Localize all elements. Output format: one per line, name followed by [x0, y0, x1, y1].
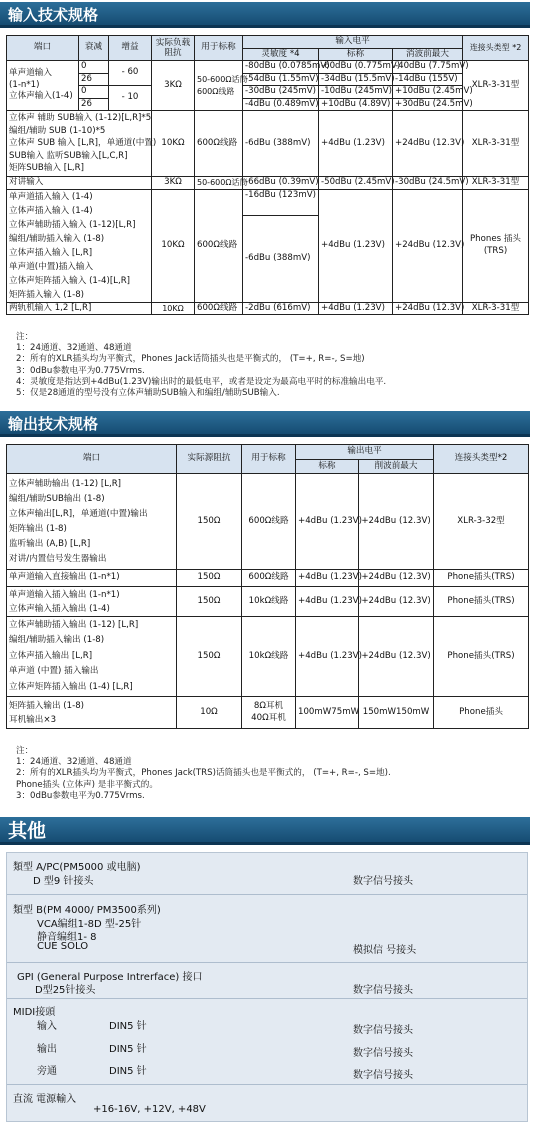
- type-a-signal: 数字信号接头: [353, 876, 413, 887]
- out-row-for: 600Ω线路: [242, 474, 296, 570]
- midi-thru-label: 旁通: [37, 1066, 57, 1077]
- out-row-nom: +4dBu (1.23V): [296, 617, 359, 697]
- out-row-conn: XLR-3-32型: [434, 474, 529, 570]
- midi-out-label: 输出: [37, 1044, 57, 1055]
- type-a-section: [7, 853, 527, 895]
- g5-nom: +4dBu (1.23V): [319, 302, 393, 315]
- midi-title: MIDI接頭: [13, 1007, 56, 1018]
- type-b-section: [7, 895, 527, 963]
- col-conn: 连接头类型 *2: [463, 36, 529, 61]
- type-a-title: 類型 A/PC(PM5000 或电脑): [13, 862, 141, 873]
- dc-value: +16-16V, +12V, +48V: [93, 1104, 206, 1115]
- output-spec-header: 输出技术规格: [0, 411, 530, 437]
- col-clip: 削波前最大: [359, 460, 434, 474]
- dc-section: [7, 1085, 527, 1123]
- other-header: 其他: [0, 817, 530, 845]
- g4-nom: +4dBu (1.23V): [319, 189, 393, 302]
- out-row-port: 单声道输入插入输出 (1-n*1) 立体声输入插入输出 (1-4): [7, 587, 177, 617]
- col-clip: 消波前最大: [393, 48, 463, 61]
- g1-for: 50-600Ω话筒 600Ω线路: [195, 61, 243, 111]
- out-row-conn: Phone插头(TRS): [434, 617, 529, 697]
- out-row-conn: Phone插头(TRS): [434, 570, 529, 587]
- out-row-for: 600Ω线路: [242, 570, 296, 587]
- g1-sens: -54dBu (1.55mV): [243, 73, 319, 86]
- g4-conn: Phones 插头 (TRS): [463, 189, 529, 302]
- g3-load: 3KΩ: [152, 177, 195, 190]
- out-row-port: 单声道输入直接输出 (1-n*1): [7, 570, 177, 587]
- g3-for: 50-600Ω话筒: [195, 177, 243, 190]
- g3-nom: -50dBu (2.45mV): [319, 177, 393, 190]
- col-sens: 灵敏度 *4: [243, 48, 319, 61]
- g3-clip: -30dBu (24.5mV): [393, 177, 463, 190]
- out-row-clip: +24dBu (12.3V): [359, 587, 434, 617]
- g5-conn: XLR-3-31型: [463, 302, 529, 315]
- g4-port: 单声道插入输入 (1-4) 立体声插入输入 (1-4) 立体声辅助插入输入 (1-12)[L,R] 编组/辅助插入输入 (1-8) 立体声插入输入 [L,R] 单声道(中置)插入输入 立体声矩阵插入输入 (1-4)[L,R] 矩阵插入输入 (1-8): [7, 189, 152, 302]
- g1-nom: -34dBu (15.5mV): [319, 73, 393, 86]
- out-row-clip: +24dBu (12.3V): [359, 570, 434, 587]
- type-b-title: 類型 B(PM 4000/ PM3500系列): [13, 905, 161, 916]
- dc-title: 直流 電源輸入: [13, 1094, 77, 1105]
- g4-for: 600Ω线路: [195, 189, 243, 302]
- col-imp: 实际源阻抗: [177, 445, 242, 474]
- out-row-nom: +4dBu (1.23V): [296, 587, 359, 617]
- type-b-line: VCA编组1-8D 型-25针: [37, 919, 142, 930]
- g2-clip: +24dBu (12.3V): [393, 111, 463, 177]
- g2-conn: XLR-3-31型: [463, 111, 529, 177]
- out-row-for: 10kΩ线路: [242, 617, 296, 697]
- g4-sens: -6dBu (388mV): [243, 215, 319, 302]
- out-row-nom: +4dBu (1.23V): [296, 570, 359, 587]
- g5-load: 10KΩ: [152, 302, 195, 315]
- type-b-line: 静音编组1- 8: [37, 932, 97, 943]
- out-row-clip: 150mW150mW: [359, 697, 434, 729]
- col-for: 用于标称: [195, 36, 243, 61]
- g1-clip: -40dBu (7.75mV): [393, 61, 463, 74]
- col-load: 实际负载阻抗: [152, 36, 195, 61]
- type-b-signal: 模拟信 号接头: [353, 945, 417, 956]
- type-b-line: CUE SOLO: [37, 941, 89, 952]
- g1-sens: -30dBu (245mV): [243, 86, 319, 99]
- g2-port: 立体声 辅助 SUB输入 (1-12)[L,R]*5 编组/辅助 SUB (1-10)*5 立体声 SUB 输入 [L,R]，单通道(中置) SUB输入 监听SUB输入[L,C,R] 矩阵SUB输入 [L,R]: [7, 111, 152, 177]
- out-row-imp: 150Ω: [177, 617, 242, 697]
- gpi-section: [7, 963, 527, 999]
- out-row-clip: +24dBu (12.3V): [359, 617, 434, 697]
- g4-load: 10KΩ: [152, 189, 195, 302]
- out-row-imp: 10Ω: [177, 697, 242, 729]
- g1-atten: 26: [79, 98, 109, 111]
- other-panel: [6, 852, 528, 1122]
- g5-for: 600Ω线路: [195, 302, 243, 315]
- out-row-conn: Phone插头(TRS): [434, 587, 529, 617]
- out-row-imp: 150Ω: [177, 570, 242, 587]
- col-for: 用于标称: [242, 445, 296, 474]
- out-row-clip: +24dBu (12.3V): [359, 474, 434, 570]
- g1-sens: -80dBu (0.0785mV): [243, 61, 319, 74]
- g4-sens: -16dBu (123mV): [243, 189, 319, 215]
- gpi-title: GPI (General Purpose Intrerface) 接口: [17, 972, 203, 983]
- midi-in-signal: 数字信号接头: [353, 1025, 413, 1036]
- g1-nom: -10dBu (245mV): [319, 86, 393, 99]
- midi-section: [7, 999, 527, 1085]
- g2-nom: +4dBu (1.23V): [319, 111, 393, 177]
- g1-clip: +10dBu (2.45mV): [393, 86, 463, 99]
- g1-sens: -4dBu (0.489mV): [243, 98, 319, 111]
- g1-load: 3KΩ: [152, 61, 195, 111]
- midi-thru-pin: DIN5 针: [109, 1066, 147, 1077]
- g4-clip: +24dBu (12.3V): [393, 189, 463, 302]
- midi-out-pin: DIN5 针: [109, 1044, 147, 1055]
- out-row-imp: 150Ω: [177, 587, 242, 617]
- out-row-port: 立体声辅助插入输出 (1-12) [L,R] 编组/辅助插入输出 (1-8) 立体声插入输出 [L,R] 单声道 (中置) 插入输出 立体声矩阵插入输出 (1-4) [L,R]: [7, 617, 177, 697]
- g1-nom: +10dBu (4.89V): [319, 98, 393, 111]
- g5-port: 两轨机输入 1,2 [L,R]: [7, 302, 152, 315]
- g2-load: 10KΩ: [152, 111, 195, 177]
- col-nominal: 标称: [319, 48, 393, 61]
- type-a-sub: D 型9 针接头: [33, 876, 94, 887]
- gpi-signal: 数字信号接头: [353, 985, 413, 996]
- out-row-imp: 150Ω: [177, 474, 242, 570]
- out-row-nom: +4dBu (1.23V): [296, 474, 359, 570]
- input-notes: 注： 1：24通道、32通道、48通道 2：所有的XLR插头均为平衡式，Phones Jack话筒插头也是平衡式的， (T=+, R=-, S=地) 3：0dBu参数电平为0.775Vrms. 4：灵敏度是指达到+4dBu(1.23V)输出时的最低电平，或者是设定为最高电平时的标准输出电平. 5：仅是28通道的型号没有立体声辅助SUB输入和编组/辅助SUB输入.: [16, 332, 387, 399]
- out-row-nom: 100mW75mW: [296, 697, 359, 729]
- col-level: 输入电平: [243, 36, 463, 49]
- out-row-for: 8Ω耳机 40Ω耳机: [242, 697, 296, 729]
- g2-for: 600Ω线路: [195, 111, 243, 177]
- input-spec-header: 输入技术规格: [0, 2, 530, 28]
- col-atten: 衰减: [79, 36, 109, 61]
- g1-atten: 0: [79, 86, 109, 99]
- col-port: 端口: [7, 445, 177, 474]
- col-nominal: 标称: [296, 460, 359, 474]
- g1-atten: 0: [79, 61, 109, 74]
- g5-sens: -2dBu (616mV): [243, 302, 319, 315]
- g1-gain: - 60: [109, 61, 152, 86]
- out-row-for: 10kΩ线路: [242, 587, 296, 617]
- g2-sens: -6dBu (388mV): [243, 111, 319, 177]
- g3-sens: -66dBu (0.39mV): [243, 177, 319, 190]
- input-spec-table: [6, 35, 529, 315]
- out-row-port: 矩阵插入输出 (1-8) 耳机输出×3: [7, 697, 177, 729]
- g1-clip: -14dBu (155V): [393, 73, 463, 86]
- col-conn: 连接头类型*2: [434, 445, 529, 474]
- g3-conn: XLR-3-31型: [463, 177, 529, 190]
- output-spec-table: [6, 444, 529, 729]
- midi-thru-signal: 数字信号接头: [353, 1070, 413, 1081]
- g5-clip: +24dBu (12.3V): [393, 302, 463, 315]
- g1-gain: - 10: [109, 86, 152, 111]
- output-notes: 注： 1：24通道、32通道、48通道 2：所有的XLR插头均为平衡式，Phones Jack(TRS)话筒插头也是平衡式的， (T=+, R=-, S=地). Phone插头 (立体声) 是非平衡式的。 3：0dBu参数电平为0.775Vrms.: [16, 746, 391, 801]
- midi-in-label: 输入: [37, 1021, 57, 1032]
- g1-atten: 26: [79, 73, 109, 86]
- g1-clip: +30dBu (24.5mV): [393, 98, 463, 111]
- g1-port: 单声道输入 (1-n*1) 立体声输入(1-4): [7, 61, 79, 111]
- g1-nom: -60dBu (0.775mV): [319, 61, 393, 74]
- midi-out-signal: 数字信号接头: [353, 1048, 413, 1059]
- g3-port: 对讲输入: [7, 177, 152, 190]
- g1-conn: XLR-3-31型: [463, 61, 529, 111]
- col-port: 端口: [7, 36, 79, 61]
- col-level: 输出电平: [296, 445, 434, 460]
- midi-in-pin: DIN5 针: [109, 1021, 147, 1032]
- col-gain: 增益: [109, 36, 152, 61]
- gpi-sub: D型25针接头: [35, 985, 96, 996]
- out-row-port: 立体声辅助输出 (1-12) [L,R] 编组/辅助SUB输出 (1-8) 立体声输出[L,R]，单通道(中置)输出 矩阵输出 (1-8) 监听输出 (A,B) [L,R] 对讲/内置信号发生器输出: [7, 474, 177, 570]
- out-row-conn: Phone插头: [434, 697, 529, 729]
